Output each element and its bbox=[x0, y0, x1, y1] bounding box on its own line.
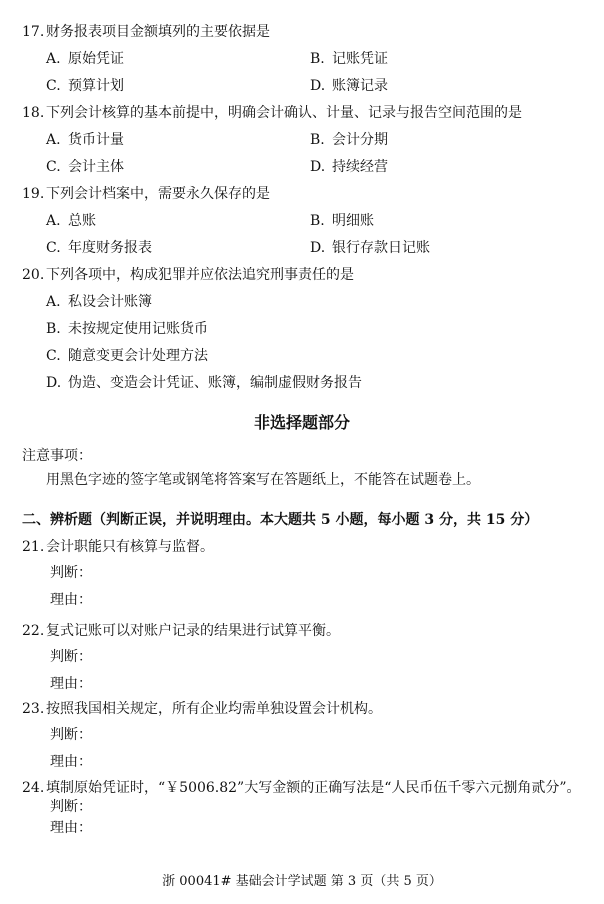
question-number: 17. bbox=[22, 24, 45, 40]
part2-heading: 二、辨析题（判断正误，并说明理由。本大题共 5 小题，每小题 3 分，共 15 分） bbox=[22, 512, 539, 528]
question-21 bbox=[22, 538, 214, 556]
option-18b: B. 会计分期 bbox=[310, 132, 388, 148]
notice-text: 用黑色字迹的签字笔或钢笔将答案写在答题纸上，不能答在试题卷上。 bbox=[46, 472, 480, 488]
option-20d: D. 伪造、变造会计凭证、账簿，编制虚假财务报告 bbox=[46, 375, 362, 391]
question-24 bbox=[22, 779, 581, 797]
judge-label: 判断： bbox=[50, 727, 92, 743]
reason-label: 理由： bbox=[50, 754, 92, 770]
notice-heading: 注意事项： bbox=[22, 448, 92, 464]
option-19c: C. 年度财务报表 bbox=[46, 240, 152, 256]
question-22 bbox=[22, 622, 340, 640]
option-20c: C. 随意变更会计处理方法 bbox=[46, 348, 208, 364]
question-20 bbox=[22, 266, 354, 284]
option-19a: A. 总账 bbox=[46, 213, 96, 229]
reason-label: 理由： bbox=[50, 592, 92, 608]
question-number: 24. bbox=[22, 780, 45, 796]
option-18c: C. 会计主体 bbox=[46, 159, 124, 175]
question-text: 下列会计核算的基本前提中，明确会计确认、计量、记录与报告空间范围的是 bbox=[46, 105, 522, 121]
question-text: 下列会计档案中，需要永久保存的是 bbox=[46, 186, 270, 202]
option-17d: D. 账簿记录 bbox=[310, 78, 388, 94]
option-17a: A. 原始凭证 bbox=[46, 51, 124, 67]
option-19d: D. 银行存款日记账 bbox=[310, 240, 430, 256]
question-text: 复式记账可以对账户记录的结果进行试算平衡。 bbox=[46, 623, 340, 639]
judge-label: 判断： bbox=[50, 649, 92, 665]
question-17 bbox=[22, 23, 270, 41]
question-number: 22. bbox=[22, 623, 45, 639]
reason-label: 理由： bbox=[50, 676, 92, 692]
question-text: 财务报表项目金额填列的主要依据是 bbox=[46, 24, 270, 40]
option-18a: A. 货币计量 bbox=[46, 132, 124, 148]
option-17b: B. 记账凭证 bbox=[310, 51, 388, 67]
option-19b: B. 明细账 bbox=[310, 213, 374, 229]
reason-label: 理由： bbox=[50, 820, 92, 836]
question-number: 18. bbox=[22, 105, 45, 121]
question-text: 下列各项中，构成犯罪并应依法追究刑事责任的是 bbox=[46, 267, 354, 283]
question-19 bbox=[22, 185, 270, 203]
question-number: 21. bbox=[22, 539, 45, 555]
question-number: 23. bbox=[22, 701, 45, 717]
question-text: 会计职能只有核算与监督。 bbox=[46, 539, 214, 555]
judge-label: 判断： bbox=[50, 565, 92, 581]
question-number: 20. bbox=[22, 267, 45, 283]
judge-label: 判断： bbox=[50, 799, 92, 815]
option-20a: A. 私设会计账簿 bbox=[46, 294, 152, 310]
question-number: 19. bbox=[22, 186, 45, 202]
question-18 bbox=[22, 104, 522, 122]
page-footer: 浙 00041# 基础会计学试题 第 3 页（共 5 页） bbox=[162, 874, 442, 889]
question-text: 填制原始凭证时，“￥5006.82”大写金额的正确写法是“人民币伍千零六元捌角贰分”。 bbox=[46, 780, 581, 796]
question-text: 按照我国相关规定，所有企业均需单独设置会计机构。 bbox=[46, 701, 382, 717]
section-title: 非选择题部分 bbox=[253, 413, 350, 432]
option-17c: C. 预算计划 bbox=[46, 78, 124, 94]
option-18d: D. 持续经营 bbox=[310, 159, 388, 175]
option-20b: B. 未按规定使用记账货币 bbox=[46, 321, 208, 337]
question-23 bbox=[22, 700, 382, 718]
